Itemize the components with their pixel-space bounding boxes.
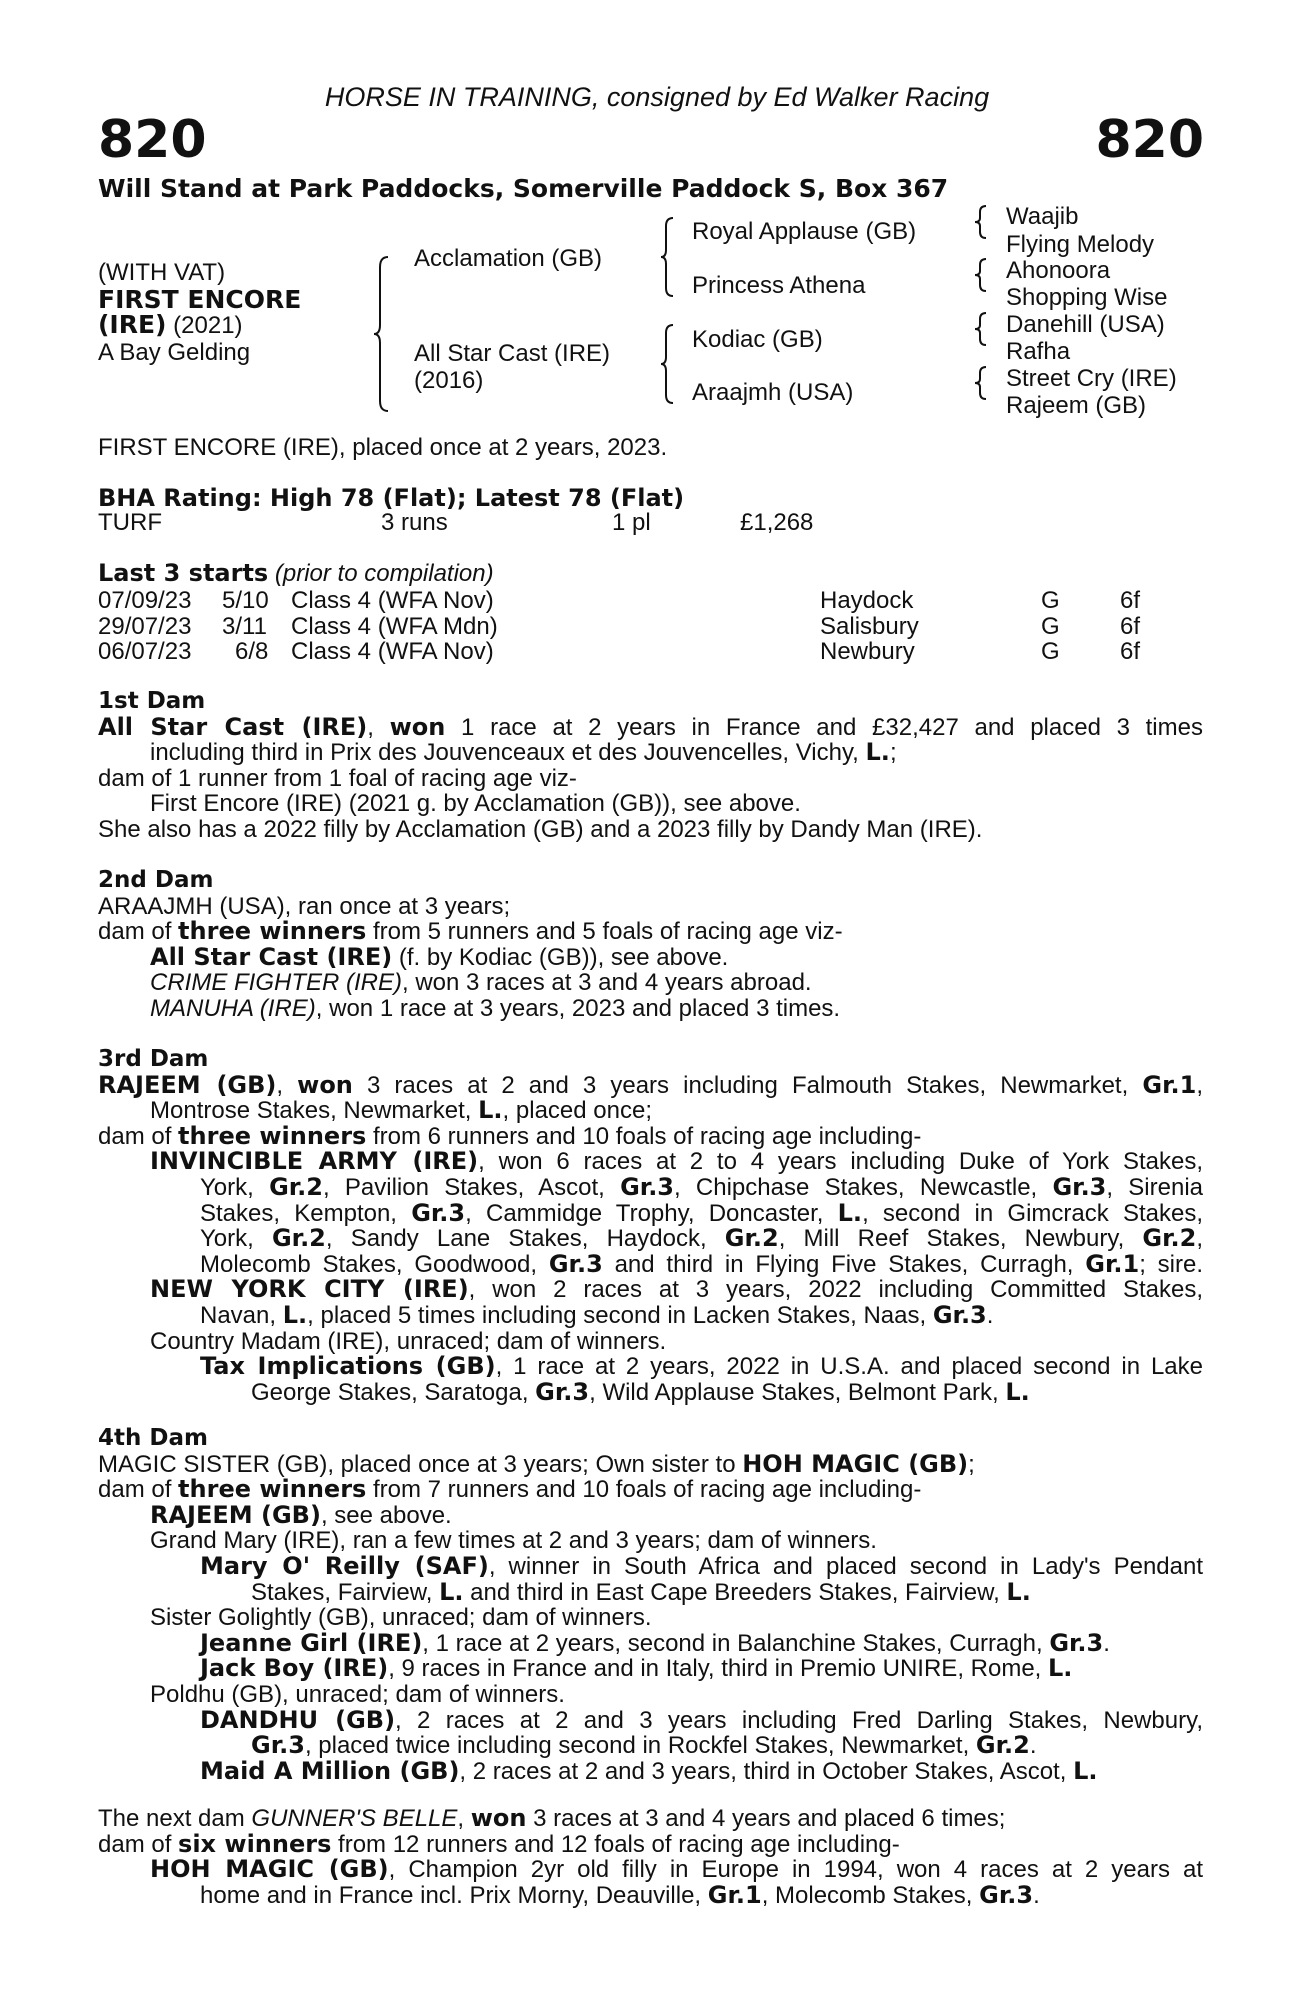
pedigree-dam: All Star Cast (IRE) xyxy=(414,340,611,367)
text: , Sandy Lane Stakes, Haydock, xyxy=(325,1225,725,1253)
third-dam-line xyxy=(98,1098,1203,1124)
pedigree-brace-sire xyxy=(660,216,676,298)
text: , Molecomb Stakes, xyxy=(761,1881,980,1909)
text: , won 6 races at 2 to 4 years including Duke of York Stakes, xyxy=(478,1148,1203,1176)
text: from 5 runners and 5 foals of racing age viz- xyxy=(366,918,843,946)
text: Stakes, Kempton, xyxy=(200,1199,412,1227)
last-starts-note: (prior to compilation) xyxy=(268,560,494,587)
won-label: won xyxy=(389,712,446,741)
text: (f. by Kodiac (GB)), see above. xyxy=(392,943,729,971)
pedigree-brace-dam xyxy=(660,323,676,405)
second-dam-line: ARAAJMH (USA), ran once at 3 years; xyxy=(98,892,511,920)
first-dam-line: First Encore (IRE) (2021 g. by Acclamation (GB)), see above. xyxy=(150,790,801,818)
grade-label: Gr.1 xyxy=(707,1880,762,1909)
won-label: won xyxy=(470,1804,527,1832)
listed-label: L. xyxy=(1006,1577,1031,1606)
listed-label: L. xyxy=(1005,1377,1030,1406)
pedigree-gg-2: Flying Melody xyxy=(1006,231,1155,258)
first-dam-section xyxy=(98,689,1203,843)
third-dam-line xyxy=(98,1377,1203,1406)
text: , Cammidge Trophy, Doncaster, xyxy=(465,1199,838,1227)
text: . xyxy=(1033,1881,1040,1909)
pedigree-sire-sire: Royal Applause (GB) xyxy=(692,218,917,245)
start-course: Haydock xyxy=(820,587,914,614)
listed-label: L. xyxy=(837,1198,863,1227)
third-dam-line xyxy=(98,1354,1203,1380)
winners-count: six winners xyxy=(178,1829,332,1858)
text: , Chipchase Stakes, Newcastle, xyxy=(674,1173,1053,1201)
text: from 7 runners and 10 foals of racing age including- xyxy=(366,1476,922,1504)
grade-label: Gr.3 xyxy=(1052,1172,1107,1201)
last-starts-heading xyxy=(98,561,494,587)
text: , xyxy=(457,1805,471,1832)
start-distance: 6f xyxy=(1120,613,1141,640)
text: . xyxy=(986,1301,994,1329)
fourth-dam-line xyxy=(98,1500,1203,1529)
text: , second in Gimcrack Stakes, xyxy=(862,1199,1203,1227)
fourth-dam-line: Grand Mary (IRE), ran a few times at 2 and 3 years; dam of winners. xyxy=(150,1527,877,1555)
text: Montrose Stakes, Newmarket, xyxy=(150,1097,479,1125)
progeny-name: MANUHA (IRE) xyxy=(150,994,316,1022)
first-dam-line xyxy=(98,712,1203,741)
text: , 1 race at 2 years, second in Balanchine Stakes, Curragh, xyxy=(422,1629,1050,1657)
start-going: G xyxy=(1041,638,1060,665)
fourth-dam-line xyxy=(98,1656,1203,1682)
text: 3 races at 3 and 4 years and placed 6 times; xyxy=(526,1805,1006,1832)
pedigree-brace-main xyxy=(372,255,392,413)
text: ; xyxy=(968,1450,975,1478)
second-dam-line xyxy=(98,970,1203,996)
fourth-dam-line xyxy=(98,1577,1203,1606)
third-dam-line xyxy=(98,1277,1203,1303)
pedigree-brace-g3 xyxy=(974,311,988,347)
pedigree-gg-7: Street Cry (IRE) xyxy=(1006,365,1177,392)
second-dam-line xyxy=(98,996,1203,1022)
text: and third in East Cape Breeders Stakes, Fairview, xyxy=(463,1578,1007,1606)
separator: , xyxy=(276,1071,298,1099)
pedigree-dam-sire: Kodiac (GB) xyxy=(692,326,823,353)
text: . xyxy=(1103,1629,1110,1657)
second-dam-line xyxy=(98,942,1203,971)
text: Navan, xyxy=(200,1301,283,1329)
text: , 2 races at 2 and 3 years, third in October Stakes, Ascot, xyxy=(459,1757,1074,1785)
start-position: 6/8 xyxy=(235,638,269,665)
third-dam-section xyxy=(98,1047,1203,1405)
rating-earnings: £1,268 xyxy=(740,509,814,536)
stand-location: Will Stand at Park Paddocks, Somerville Paddock S, Box 367 xyxy=(98,174,949,203)
pedigree-brace-g2 xyxy=(974,257,988,293)
progeny-name: Tax Implications (GB) xyxy=(200,1352,496,1381)
text: , placed once; xyxy=(502,1097,652,1125)
grade-label: Gr.2 xyxy=(724,1224,779,1253)
start-going: G xyxy=(1041,613,1060,640)
progeny-name: RAJEEM (GB) xyxy=(150,1500,321,1529)
first-dam-line: She also has a 2022 filly by Acclamation (GB) and a 2023 filly by Dandy Man (IRE). xyxy=(98,815,983,843)
progeny-name: CRIME FIGHTER (IRE) xyxy=(150,969,402,997)
grade-label: Gr.3 xyxy=(411,1198,466,1227)
won-label: won xyxy=(297,1070,353,1099)
winners-count: three winners xyxy=(178,1121,367,1150)
fourth-dam-line xyxy=(98,1733,1203,1759)
text: home and in France incl. Prix Morny, Deauville, xyxy=(200,1881,708,1909)
text: , xyxy=(1196,1225,1203,1253)
vat-note: (WITH VAT) xyxy=(98,259,226,286)
third-dam-line xyxy=(98,1070,1203,1099)
start-distance: 6f xyxy=(1120,638,1141,665)
listed-label: L. xyxy=(865,738,890,767)
start-race: Class 4 (WFA Mdn) xyxy=(291,613,498,640)
third-dam-line xyxy=(98,1172,1204,1201)
progeny-name: Jack Boy (IRE) xyxy=(200,1654,389,1683)
pedigree-sire: Acclamation (GB) xyxy=(414,245,603,272)
listed-label: L. xyxy=(439,1577,464,1606)
grade-label: Gr.3 xyxy=(932,1300,987,1329)
text: George Stakes, Saratoga, xyxy=(251,1378,536,1406)
third-dam-line xyxy=(98,1121,1203,1150)
pedigree-dam-dam: Araajmh (USA) xyxy=(692,379,854,406)
rating-runs: 3 runs xyxy=(381,509,448,536)
text: , see above. xyxy=(320,1501,452,1529)
next-dam-line xyxy=(98,1806,1203,1832)
progeny-name: Mary O' Reilly (SAF) xyxy=(200,1551,489,1580)
pedigree-gg-1: Waajib xyxy=(1006,203,1079,230)
lot-number-right: 820 xyxy=(1095,110,1204,170)
fourth-dam-line xyxy=(98,1449,1203,1478)
progeny-name: INVINCIBLE ARMY (IRE) xyxy=(150,1147,479,1176)
fourth-dam-line: Sister Golightly (GB), unraced; dam of winners. xyxy=(150,1604,652,1632)
text: , 1 race at 2 years, 2022 in U.S.A. and placed second in Lake xyxy=(495,1353,1203,1381)
grade-label: Gr.2 xyxy=(975,1731,1030,1760)
punctuation: ; xyxy=(889,739,897,767)
text: 3 races at 2 and 3 years including Falmouth Stakes, Newmarket, xyxy=(352,1071,1143,1099)
horse-description: A Bay Gelding xyxy=(98,339,251,366)
text: , placed twice including second in Rockfel Stakes, Newmarket, xyxy=(304,1732,976,1760)
text: MAGIC SISTER (GB), placed once at 3 years; Own sister to xyxy=(98,1450,743,1478)
horse-year: (2021) xyxy=(166,312,243,339)
rating-placed: 1 pl xyxy=(612,509,651,536)
text: from 6 runners and 10 foals of racing age including- xyxy=(366,1122,922,1150)
horse-name: FIRST ENCORE xyxy=(98,285,302,314)
grade-label: Gr.1 xyxy=(1142,1070,1197,1099)
text: dam of xyxy=(98,1122,179,1150)
text: The next dam xyxy=(98,1805,252,1832)
fourth-dam-line xyxy=(98,1477,1203,1503)
listed-label: L. xyxy=(282,1300,308,1329)
dam-name: GUNNER'S BELLE xyxy=(251,1805,458,1832)
start-date: 29/07/23 xyxy=(98,613,192,640)
last-starts-title: Last 3 starts xyxy=(98,559,269,587)
start-going: G xyxy=(1041,587,1060,614)
progeny-name: Jeanne Girl (IRE) xyxy=(200,1628,423,1657)
grade-label: Gr.3 xyxy=(620,1172,675,1201)
fourth-dam-line xyxy=(98,1551,1204,1580)
pedigree-brace-g4 xyxy=(974,365,988,401)
dam-name: RAJEEM (GB) xyxy=(98,1070,277,1099)
text: , Wild Applause Stakes, Belmont Park, xyxy=(589,1378,1006,1406)
text: , Champion 2yr old filly in Europe in 1994, won 4 races at 2 years at xyxy=(388,1856,1203,1884)
pedigree-brace-g1 xyxy=(974,204,988,240)
text: , 9 races in France and in Italy, third in Premio UNIRE, Rome, xyxy=(388,1655,1049,1683)
text: . xyxy=(1029,1732,1037,1760)
third-dam-line xyxy=(98,1300,1203,1329)
race-record: 1 race at 2 years in France and £32,427 and placed 3 times xyxy=(445,713,1203,741)
listed-label: L. xyxy=(478,1096,503,1125)
text: , Pavilion Stakes, Ascot, xyxy=(323,1173,621,1201)
pedigree-gg-5: Danehill (USA) xyxy=(1006,311,1165,338)
text: , won 1 race at 3 years, 2023 and placed 3 times. xyxy=(315,994,841,1022)
text: , won 2 races at 3 years, 2022 including Committed Stakes, xyxy=(468,1276,1203,1304)
first-dam-line: dam of 1 runner from 1 foal of racing age viz- xyxy=(98,764,577,792)
second-dam-heading: 2nd Dam xyxy=(98,867,214,893)
grade-label: Gr.3 xyxy=(251,1731,305,1760)
text: from 12 runners and 12 foals of racing age including- xyxy=(331,1830,900,1858)
fourth-dam-line xyxy=(98,1628,1203,1657)
progeny-name: Maid A Million (GB) xyxy=(200,1756,460,1785)
progeny-name: HOH MAGIC (GB) xyxy=(150,1855,389,1884)
text: Stakes, Fairview, xyxy=(251,1578,440,1606)
third-dam-line xyxy=(98,1249,1203,1278)
punctuation: , xyxy=(1196,1071,1203,1099)
next-dam-line xyxy=(98,1829,1203,1858)
lot-number-left: 820 xyxy=(98,110,207,170)
pedigree-gg-6: Rafha xyxy=(1006,338,1071,365)
second-dam-section xyxy=(98,868,1203,1022)
race-summary: FIRST ENCORE (IRE), placed once at 2 years, 2023. xyxy=(98,434,668,461)
progeny-name: NEW YORK CITY (IRE) xyxy=(150,1275,469,1304)
start-position: 3/11 xyxy=(222,613,267,640)
text: dam of xyxy=(98,918,179,946)
third-dam-heading: 3rd Dam xyxy=(98,1046,209,1072)
grade-label: Gr.2 xyxy=(271,1224,326,1253)
grade-label: Gr.3 xyxy=(535,1377,590,1406)
third-dam-line xyxy=(98,1226,1203,1252)
grade-label: Gr.3 xyxy=(1049,1628,1104,1657)
start-distance: 6f xyxy=(1120,587,1141,614)
start-course: Salisbury xyxy=(820,613,919,640)
text: Molecomb Stakes, Goodwood, xyxy=(200,1250,549,1278)
grade-label: Gr.2 xyxy=(1142,1224,1197,1253)
start-position: 5/10 xyxy=(222,587,269,614)
fourth-dam-line xyxy=(98,1705,1203,1734)
sister-name: HOH MAGIC (GB) xyxy=(742,1449,969,1478)
progeny-name: DANDHU (GB) xyxy=(200,1705,396,1734)
bha-rating: BHA Rating: High 78 (Flat); Latest 78 (Flat) xyxy=(98,484,685,512)
fourth-dam-line: Poldhu (GB), unraced; dam of winners. xyxy=(150,1680,565,1708)
horse-origin: (IRE) xyxy=(98,310,167,339)
dam-name: All Star Cast (IRE) xyxy=(98,712,368,741)
next-dam-line xyxy=(98,1857,1203,1883)
start-course: Newbury xyxy=(820,638,915,665)
pedigree-gg-3: Ahonoora xyxy=(1006,257,1111,284)
third-dam-line xyxy=(98,1149,1203,1175)
first-dam-heading: 1st Dam xyxy=(98,688,206,714)
fourth-dam-section xyxy=(98,1426,1203,1784)
grade-label: Gr.3 xyxy=(979,1880,1034,1909)
third-dam-line xyxy=(98,1198,1203,1227)
second-dam-line xyxy=(98,919,1203,945)
pedigree-gg-4: Shopping Wise xyxy=(1006,284,1168,311)
pedigree-dam-year: (2016) xyxy=(414,367,484,394)
fourth-dam-heading: 4th Dam xyxy=(98,1425,208,1451)
text: ; sire. xyxy=(1139,1250,1203,1278)
start-date: 07/09/23 xyxy=(98,587,192,614)
start-race: Class 4 (WFA Nov) xyxy=(291,587,494,614)
start-race: Class 4 (WFA Nov) xyxy=(291,638,494,665)
grade-label: Gr.3 xyxy=(548,1249,603,1278)
text: dam of xyxy=(98,1830,179,1858)
text: , 2 races at 2 and 3 years including Fred Darling Stakes, Newbury, xyxy=(395,1706,1203,1734)
progeny-name: All Star Cast (IRE) xyxy=(150,942,393,971)
text: , placed 5 times including second in Lacken Stakes, Naas, xyxy=(307,1301,933,1329)
listed-label: L. xyxy=(1073,1756,1098,1785)
text: , won 3 races at 3 and 4 years abroad. xyxy=(402,969,812,997)
text: , Sirenia xyxy=(1106,1173,1204,1201)
text: York, xyxy=(200,1225,272,1253)
text: dam of xyxy=(98,1476,179,1504)
start-date: 06/07/23 xyxy=(98,638,192,665)
winners-count: three winners xyxy=(178,1475,367,1504)
grade-label: Gr.1 xyxy=(1085,1249,1140,1278)
separator: , xyxy=(367,713,390,741)
rating-surface: TURF xyxy=(98,509,162,536)
winners-count: three winners xyxy=(178,917,367,946)
text: York, xyxy=(200,1173,270,1201)
listed-label: L. xyxy=(1048,1654,1073,1683)
consignment-line: HORSE IN TRAINING, consigned by Ed Walker Racing xyxy=(324,82,990,112)
fourth-dam-line xyxy=(98,1756,1203,1785)
text: , Mill Reef Stakes, Newbury, xyxy=(778,1225,1143,1253)
race-record: including third in Prix des Jouvenceaux et des Jouvencelles, Vichy, xyxy=(150,739,866,767)
horse-origin-year xyxy=(98,312,243,339)
text: , winner in South Africa and placed second in Lady's Pendant xyxy=(488,1552,1204,1580)
text: and third in Flying Five Stakes, Curragh, xyxy=(602,1250,1086,1278)
next-dam-section xyxy=(98,1806,1203,1908)
first-dam-line xyxy=(98,740,1203,766)
third-dam-line: Country Madam (IRE), unraced; dam of winners. xyxy=(150,1327,667,1355)
pedigree-sire-dam: Princess Athena xyxy=(692,272,866,299)
grade-label: Gr.2 xyxy=(269,1172,323,1201)
pedigree-gg-8: Rajeem (GB) xyxy=(1006,392,1147,419)
next-dam-line xyxy=(98,1880,1203,1909)
